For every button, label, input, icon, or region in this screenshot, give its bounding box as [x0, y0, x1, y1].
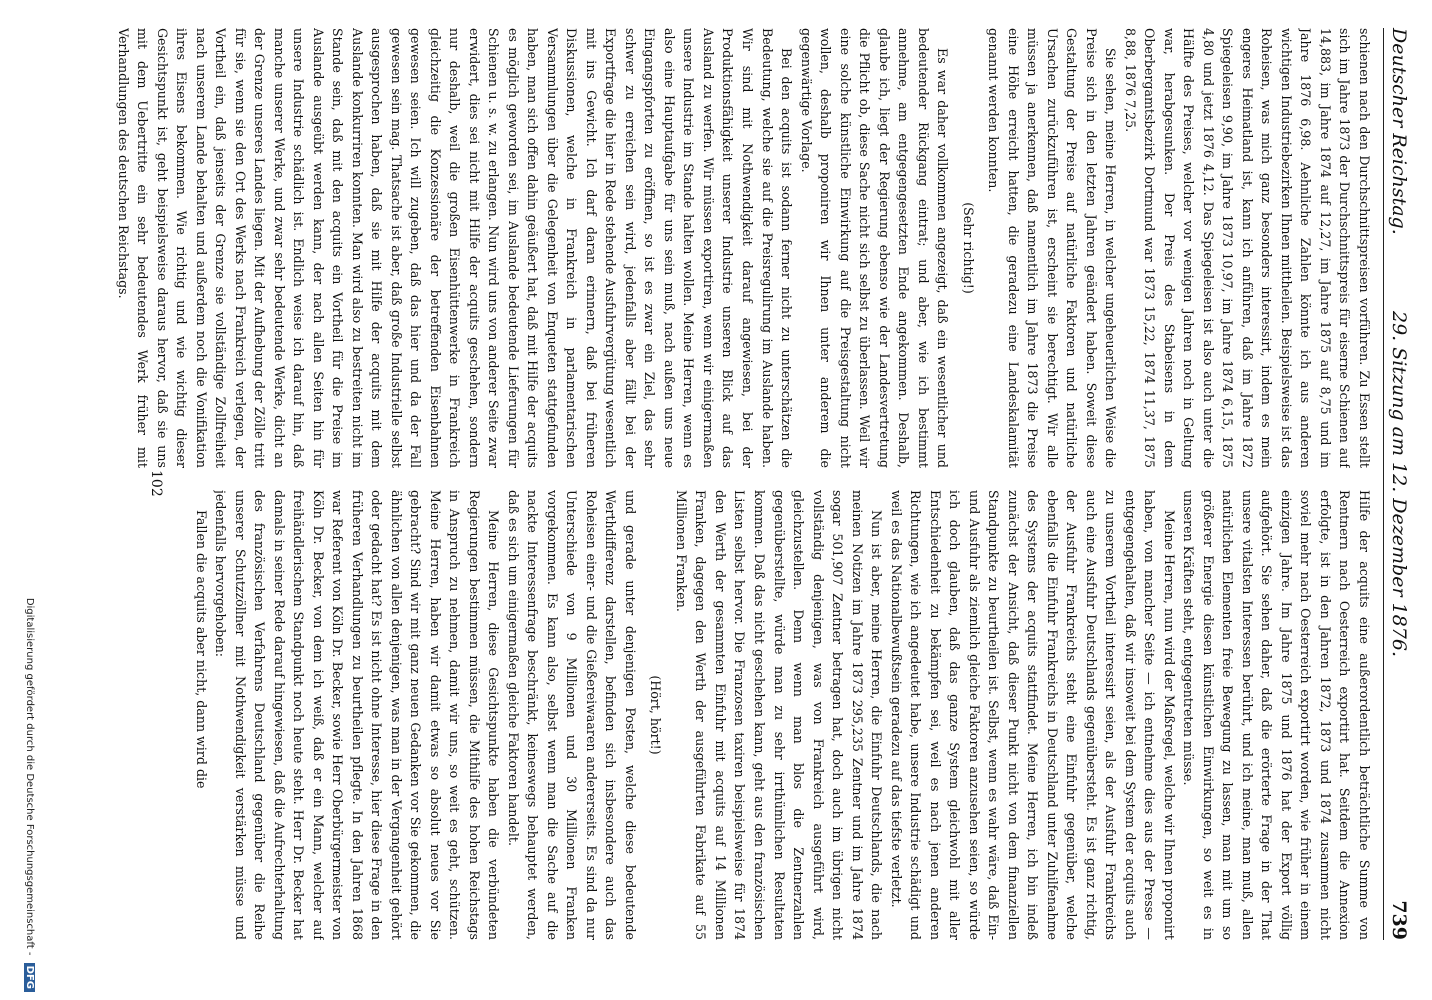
paragraph: Meine Herren, nun wird der Maßregel, welche wir Ihnen proponirt haben, von mancher Seite — ich entnehme dies aus der Presse — entgegengehalten, daß wir insoweit bei dem System der acquits auch zu unserem Vortheil interessirt seien, als der Ausfuhr Frankreichs auch eine Ausfuhr Deutschlands gegenübersteht. Es ist ganz richtig, der Ausfuhr Frankreichs steht eine Einfuhr gegenüber, welche ebenfalls die Einfuhr Frankreichs in Deutschland unter Zuhilfenahme des Systems der acquits stattfindet. Meine Herren, ich bin indeß zunächst der Ansicht, daß dieser Punkt nicht von dem finanziellen Standpunkte zu beurtheilen ist. Selbst, wenn es wahr wäre, daß Ein- und Ausfuhr als ziemlich gleiche Faktoren anzusehen seien, so würde ich doch glauben, daß das ganze System gleichwohl mit aller Entschiedenheit zu bekämpfen sei, weil es nach jenen anderen Richtungen, wie ich angedeutet habe, unsere Industrie schädigt und weil es das Nationalbewußtsein geradezu auf das tiefste verletzt.: [888, 490, 1177, 940]
page-header: [1383, 28, 1414, 940]
paragraph: Sie sehen, meine Herren, in welcher ungeheuerlichen Weise die Preise sich in den letzten Jahren geändert haben. Soweit diese Gestaltung der Preise auf natürliche Faktoren und natürliche Ursachen zurückzuführen ist, erscheint sie berechtigt. Wir alle müssen ja anerkennen, daß namentlich im Jahre 1873 die Preise eine Höhe erreicht hatten, die geradezu eine Landeskalamität genannt werden konnten.: [986, 28, 1119, 468]
interjection: (Hört, hört!): [648, 675, 664, 755]
digitization-note: [24, 598, 35, 992]
header-publication: Deutscher Reichstag.: [1388, 28, 1410, 235]
page-number: 739: [1388, 900, 1410, 940]
header-session: 29. Sitzung am 12. Dezember 1876.: [1388, 311, 1410, 657]
paragraph: Fallen die acquits aber nicht, dann wird die: [193, 510, 209, 789]
right-column: [40, 490, 1374, 940]
paragraph: Nun ist aber, meine Herren, die Einfuhr Deutschlands, die nach meinen Notizen im Jahre 1873 295,235 Zentner und im Jahre 1874 sogar 501,907 Zentner betragen hat, doch auch im übrigen nicht vollständig denjenigen, was von Frankreich ausgeführt wird, gleichzustellen. Denn wenn man blos die Zentnerzahlen gegenüberstellte, würde man zu sehr irrthümlichen Resultaten kommen. Daß das nicht geschehen kann, geht aus den französischen Listen selbst hervor. Die Franzosen taxiren beispielsweise für 1874 den Werth der gesammten Einfuhr mit acquits auf 14 Millionen Franken, dagegen den Werth der ausgeführten Fabrikate auf 55 Millionen Franken.: [673, 490, 885, 940]
paragraph: Hilfe der acquits eine außerordentlich beträchtliche Summe von Rentnern nach Oesterreich exportirt hat. Seitdem die Annexion erfolgte, ist in den Jahren 1872, 1873 und 1874 zusammen nicht soviel mehr nach Oesterreich exportirt worden, wie früher in einem einzigen Jahre. Im Jahre 1875 und 1876 hat der Export völlig aufgehört. Sie sehen daher, daß die erörterte Frage in der That unsere vitalsten Interessen berührt, und ich meine, man muß, allen natürlichen Elementen freie Bewegung zu lassen, man mit um so größerer Energie diesen künstlichen Einwirkungen, so weit es in unseren Kräften steht, entgegentreten müsse.: [1181, 490, 1372, 940]
paragraph: Bei den acquits ist sodann ferner nicht zu unterschätzen die Bedeutung, welche sie auf die Preisregulirung im Auslande haben. Wir sind mit Nothwendigkeit darauf angewiesen, bei der Produktionsfähigkeit unserer Industrie unseren Blick auf das Ausland zu werfen. Wir müssen exportiren, wenn wir einigermaßen unsere Industrie im Stande halten wollen. Meine Herren, wenn es also eine Hauptaufgabe für uns sein muß, nach außen uns neue Eingangspforten zu eröffnen, so ist es zwar ein Ziel, das sehr schwer zu erreichen sein wird, jedenfalls aber fällt bei der Exportfrage die hier in Rede stehende Ausfuhrvergütung wesentlich mit ins Gewicht. Ich darf daran erinnern, daß bei früheren Diskussionen, welche in Frankreich in parlamentarischen Versammlungen über die Gelegenheit von Enqueten stattgefunden haben, man sich offen dahin geäußert hat, daß mit Hilfe der acquits es möglich geworden sei, im Auslande bedeutende Lieferungen für Schienen u. s. w. zu erlangen. Nun wird uns von anderer Seite zwar erwidert, dies sei nicht mit Hilfe der acquits geschehen, sondern nur deshalb, weil die großen Eisenhüttenwerke in Frankreich gleichzeitig die Konzessionäre der betreffenden Eisenbahnen gewesen seien. Ich will zugeben, daß das hier und da der Fall gewesen sein mag. Thatsache ist aber, daß große Industrielle selbst ausgesprochen haben, daß sie mit Hilfe der acquits mit dem Auslande konkurriren konnten. Man wird also zu bestreiten nicht im Stande sein, daß mit den acquits ein Vortheil für die Preise im Auslande ausgeübt werden kann, der nach allen Seiten hin für unsere Industrie schädlich ist. Endlich weise ich darauf hin, daß manche unserer Werke, und zwar sehr bedeutende Werke, dicht an der Grenze unseres Landes liegen. Mit der Aufhebung der Zölle tritt für sie, wenn sie den Ort des Werks nach Frankreich verlegen, der Vortheil ein, daß jenseits der Grenze sie vollständige Zollfreiheit nach unserem Lande behalten und außerdem noch die Vonifikation ihres Eisens bekommen. Wie richtig und wie wichtig dieser Gesichtspunkt ist, geht beispielsweise daraus hervor, daß sie uns mit dem Uebertritte ein sehr bedeutendes Werk früher mit Verhandlungen des deutschen Reichstags.: [115, 28, 795, 468]
digitization-text: Digitalisierung gefördert durch die Deutsche Forschungsgemeinschaft -: [24, 597, 35, 956]
paragraph: und gerade unter denjenigen Posten, welche diese bedeutende Werthdifferenz darstellen, befinden sich insbesondere auch das Roheisen einer- und die Gießereiwaaren andererseits. Es sind da nur Unterschiede von 9 Millionen und 30 Millionen Franken vorgekommen. Es kann also, selbst wenn man die Sache auf die nackte Interessenfrage beschränkt, keineswegs behauptet werden, daß es sich um einigermaßen gleiche Faktoren handelt.: [505, 490, 638, 940]
paragraph: Es war daher vollkommen angezeigt, daß ein wesentlicher und bedeutender Rückgang eintrat; und aber, wie ich bestimmt annehme, am entgegengesetzten Ende angekommen. Deshalb, glaube ich, liegt der Regierung ebenso wie der Landesvertretung die Pflicht ob, diese Sache nicht sich selbst zu überlassen. Weil wir eine solche künstliche Einwirkung auf die Preisgestaltung nicht wollen, deshalb proponiren wir Ihnen unter anderem die gegenwärtige Vorlage.: [798, 28, 951, 468]
dfg-logo: DFG: [24, 963, 35, 992]
interjection: (Sehr richtig!): [960, 202, 976, 294]
paragraph: schienen nach den Durchschnittspreisen vorführen. Zu Essen stellt sich im Jahre 1873 der Durchschnittspreis für eiserne Schienen auf 14,883, im Jahre 1874 auf 12,27, im Jahre 1875 auf 8,75 und im Jahre 1876 6,98. Aehnliche Zahlen könnte ich aus anderen wichtigen Industriebezirken Ihnen mittheilen. Beispielsweise ist das Roheisen, was mich ganz besonders interessirt, indem es mein engeres Heimatland ist, kann ich anführen, daß im Jahre 1872 Spiegeleisen 9,90, im Jahre 1873 10,97, im Jahre 1874 6,15, 1875 4,80 und jetzt 1876 4,12. Das Spiegeleisen ist also auch unter die Hälfte des Preises, welcher vor wenigen Jahren noch in Geltung war, herabgesunken. Der Preis des Stabeisens in dem Oberbergamtsbezirk Dortmund war 1873 15,22, 1874 11,37, 1875 8,88, 1876 7,25.: [1122, 28, 1372, 468]
paragraph: Meine Herren, diese Gesichtspunkte haben die verbündeten Regierungen bestimmen müssen, die Mithilfe des hohen Reichstags in Anspruch zu nehmen, damit wir uns, so weit es geht, schützen. Meine Herren, haben wir damit etwas so absolut neues vor Sie gebracht? Sind wir mit ganz neuen Gedanken vor Sie gekommen, die ähnlichen von allen denjenigen, was man in der Vergangenheit gehört oder gedacht hat? Es ist nicht ohne Interesse, hier diese Frage in den früheren Verhandlungen zu beurtheilen pflegte. In den Jahren 1868 war Referent von Köln Dr. Becker, sowie Herr Oberbürgermeister von Köln Dr. Becker, von dem ich weiß, daß er ein Mann, welcher auf freihändlerischem Standpunkt noch heute steht. Herr Dr. Becker hat damals in seiner Rede darauf hingewiesen, daß die Aufrechterhaltung des französischen Verfahrens Deutschland gegenüber die Reihe unserer Schutzzöllner mit Nothwendigkeit verstärken müsse und jedenfalls hervorgehoben:: [213, 490, 502, 940]
left-column: [40, 28, 1374, 468]
signature-mark: 102: [148, 470, 164, 497]
